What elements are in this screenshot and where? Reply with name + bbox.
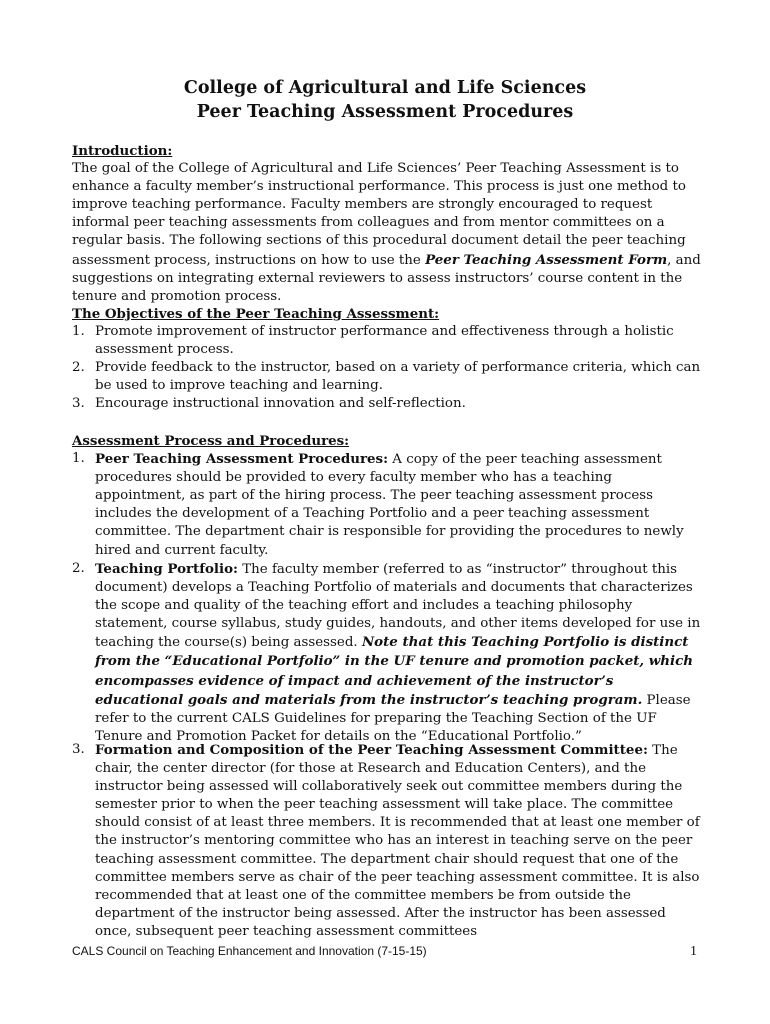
objective-text: Encourage instructional innovation and self-reflection. — [95, 396, 466, 412]
process-item — [72, 560, 702, 746]
page-number: 1 — [690, 944, 697, 959]
introduction-section — [72, 142, 702, 306]
process-item-text-end: Please refer to the current CALS Guidelines for preparing the Teaching Section of the UF Tenure and Promotion Packet for details on the “Educational Portfolio.” — [95, 692, 691, 744]
objective-item — [72, 395, 702, 413]
objective-text: Provide feedback to the instructor, based on a variety of performance criteria, which can be used to improve teaching and learning. — [95, 360, 701, 394]
intro-text: The goal of the College of Agricultural and Life Sciences’ Peer Teaching Assessment is to enhance a faculty member’s instructional performance. This process is just one method to improve teaching performance. Faculty members are strongly encouraged to request informal peer teaching assessments from colleagues and from mentor committees on a regular basis. The following sections of this procedural document detail the peer teaching assessment process, instructions on how to use the — [72, 161, 686, 268]
process-section — [72, 432, 702, 560]
objectives-section — [72, 305, 702, 414]
process-item — [72, 741, 702, 941]
introduction-paragraph — [72, 160, 702, 306]
process-item-label: Teaching Portfolio: — [95, 561, 238, 577]
introduction-heading: Introduction: — [72, 143, 173, 159]
process-item-3 — [72, 741, 702, 941]
list-number: 1. — [72, 324, 85, 340]
process-item-label: Formation and Composition of the Peer Teaching Assessment Committee: — [95, 742, 648, 758]
form-name-emphasis: Peer Teaching Assessment Form — [425, 251, 668, 268]
objective-item — [72, 323, 702, 359]
process-item-text: A copy of the peer teaching assessment procedures should be provided to every faculty member who has a teaching appointment, as part of the hiring process. The peer teaching assessment process includes the development of a Teaching Portfolio and a peer teaching assessment committee. The department chair is responsible for providing the procedures to newly hired and current faculty. — [95, 452, 684, 558]
process-item-text: The chair, the center director (for those at Research and Education Centers), and the instructor being assessed will collaboratively seek out committee members during the semester prior to when the peer teaching assessment will take place. The committee should consist of at least three members. It is recommended that at least one member of the instructor’s mentoring committee who has an interest in teaching serve on the peer teaching assessment committee. The department chair should request that one of the committee members serve as chair of the peer teaching assessment committee. It is also recommended that at least one of the committee members be from outside the department of the instructor being assessed. After the instructor has been assessed once, subsequent peer teaching assessment committees — [95, 743, 700, 939]
list-number: 3. — [72, 396, 85, 412]
list-number: 1. — [72, 451, 85, 467]
portfolio-note-emphasis: Note that this Teaching Portfolio is distinct from the “Educational Portfolio” in the UF tenure and promotion packet, which encompasses evidence of impact and achievement of the instructor’s educational goals and materials from the instructor’s teaching program. — [95, 634, 693, 708]
document-title-line2: Peer Teaching Assessment Procedures — [196, 102, 574, 122]
objectives-heading: The Objectives of the Peer Teaching Assessment: — [72, 306, 440, 322]
objective-item — [72, 359, 702, 395]
intro-text-end: , and suggestions on integrating external reviewers to assess instructors’ course content in the tenure and promotion process. — [72, 252, 701, 304]
process-heading: Assessment Process and Procedures: — [72, 433, 350, 449]
objective-text: Promote improvement of instructor performance and effectiveness through a holistic assessment process. — [95, 324, 674, 358]
list-number: 2. — [72, 360, 85, 376]
process-item-text: The faculty member (referred to as “instructor” throughout this document) develops a Teaching Portfolio of materials and documents that characterizes the scope and quality of the teaching effort and includes a teaching philosophy statement, course syllabus, study guides, handouts, and other items developed for use in teaching the course(s) being assessed. — [95, 562, 701, 651]
process-item-label: Peer Teaching Assessment Procedures: — [95, 451, 389, 468]
page-footer: CALS Council on Teaching Enhancement and Innovation (7-15-15) — [72, 944, 427, 958]
document-title-line1: College of Agricultural and Life Sciences — [183, 78, 587, 98]
list-number: 3. — [72, 742, 85, 757]
list-number: 2. — [72, 561, 85, 576]
process-item-2 — [72, 560, 702, 746]
process-item — [72, 450, 702, 560]
